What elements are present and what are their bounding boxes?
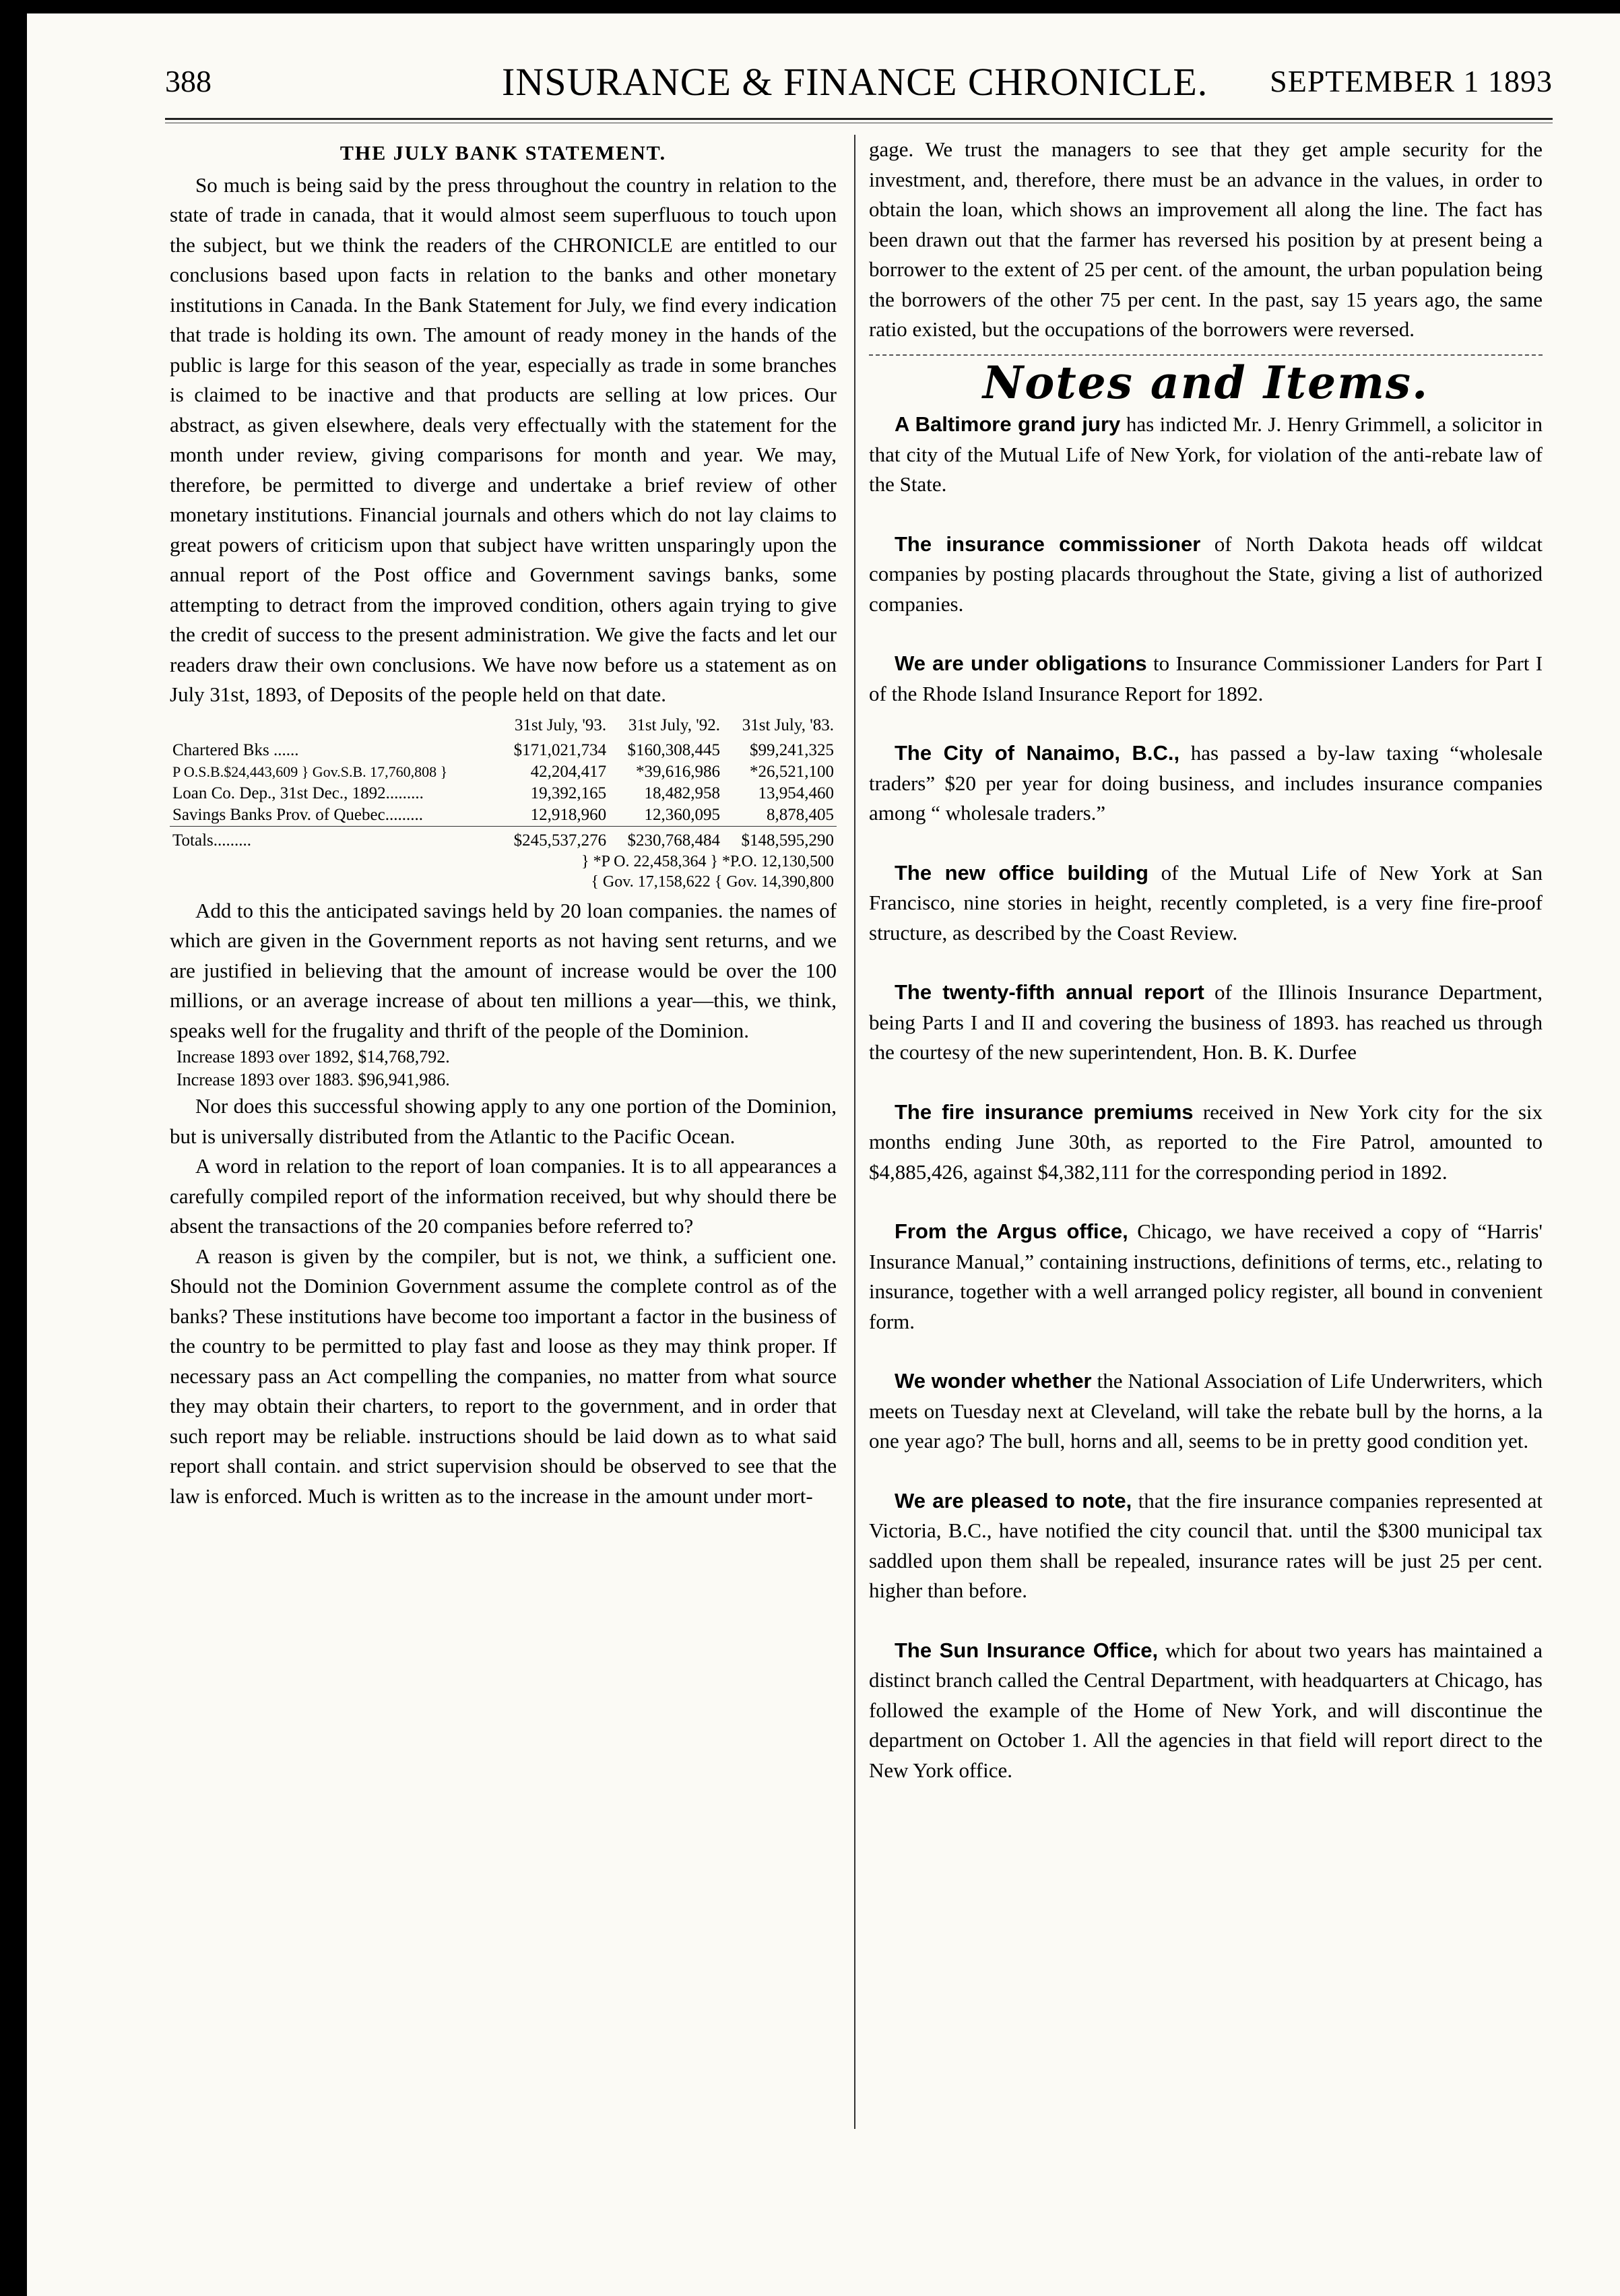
table-header: 31st July, '93.: [514, 715, 607, 734]
page-header: [165, 59, 1553, 113]
item-lead: The City of Nanaimo, B.C.,: [895, 741, 1180, 765]
news-item: [869, 738, 1543, 829]
cell-value: $148,595,290: [723, 826, 837, 852]
right-column: [869, 135, 1543, 1815]
table-footnote: } *P O. 22,458,364 } *P.O. 12,130,500: [581, 852, 834, 870]
publication-title: INSURANCE & FINANCE CHRONICLE.: [502, 60, 1208, 104]
table-row: [170, 783, 837, 804]
news-item: [869, 1217, 1543, 1337]
deposits-table: [170, 715, 837, 892]
header-rule: [165, 118, 1553, 120]
item-body: of the Mutual Life of New York at San Francisco, nine stories in height, recently completed, is a very fine fire-proof structure, as described by the Coast Review.: [869, 860, 1543, 945]
cell-value: 19,392,165: [530, 784, 607, 802]
column-divider: [854, 135, 855, 2129]
table-footnote-row: [170, 852, 837, 872]
table-row: [170, 804, 837, 827]
news-item: [869, 1097, 1543, 1188]
cell-value: $99,241,325: [750, 740, 834, 759]
section-divider: [869, 354, 1543, 356]
cell-value: $245,537,276: [495, 826, 609, 852]
item-lead: The insurance commissioner: [895, 532, 1201, 556]
increase-line: Increase 1893 over 1892, $14,768,792.: [176, 1047, 450, 1066]
news-item: [869, 1366, 1543, 1457]
article-paragraph-1: So much is being said by the press throughout the country in relation to the state of trade in canada, that it would almost seem superfluous to touch upon the subject, but we think the readers of the CHRONICLE are entitled to our conclusions based upon facts in relation to the banks and other monetary institutions in Canada. In the Bank Statement for July, we find every indication that trade is holding its own. The amount of ready money in the hands of the public is large for this season of the year, especially as trade in some branches is claimed to be inactive and that products are selling at low prices. Our abstract, as given elsewhere, deals very effectually with the statement for the month under review, giving comparisons for month and year. We may, therefore, be permitted to diverge and undertake a brief review of other monetary institutions. Financial journals and others which do not lay claims to great powers of criticism upon that subject have written unsparingly upon the annual report of the Post office and Government savings banks, some attempting to detract from the improved condition, others again trying to give the credit of success to the present administration. We give the facts and let our readers draw their own conclusions. We have now before us a statement as on July 31st, 1893, of Deposits of the people held on that date.: [170, 172, 837, 706]
table-row: [170, 740, 837, 761]
cell-value: 42,204,417: [530, 762, 607, 781]
item-body: the National Association of Life Underwriters, which meets on Tuesday next at Cleveland, will take the rebate bull by the horns, a la one year ago? The bull, horns and all, seems to be in pretty good condition yet.: [869, 1369, 1543, 1453]
table-footnote-row: [170, 872, 837, 892]
increase-figures: [170, 1046, 837, 1091]
cell-value: $160,308,445: [627, 740, 721, 759]
cell-value: *39,616,986: [636, 762, 721, 781]
news-item: [869, 1636, 1543, 1786]
cell-value: *26,521,100: [750, 762, 834, 781]
item-lead: The new office building: [895, 860, 1148, 885]
item-body: Chicago, we have received a copy of “Harris' Insurance Manual,” containing instructions, definitions of terms, etc., relating to insurance, together with a well arranged policy register, all bound in convenient form.: [869, 1219, 1543, 1333]
table-header: 31st July, '83.: [742, 715, 834, 734]
row-label: Totals.........: [170, 826, 495, 852]
cell-value: 8,878,405: [767, 805, 834, 824]
table-footnote: { Gov. 17,158,622 { Gov. 14,390,800: [591, 872, 834, 891]
row-label: Loan Co. Dep., 31st Dec., 1892.........: [172, 784, 424, 802]
item-body: to Insurance Commissioner Landers for Part I of the Rhode Island Insurance Report for 1892.: [869, 651, 1543, 705]
table-header-row: [170, 715, 837, 740]
row-label: Savings Banks Prov. of Quebec.........: [172, 805, 423, 824]
item-lead: We are under obligations: [895, 651, 1147, 675]
cell-value: 12,918,960: [530, 805, 607, 824]
item-lead: The Sun Insurance Office,: [895, 1638, 1159, 1662]
row-label: P O.S.B.$24,443,609 } Gov.S.B. 17,760,808 }: [172, 763, 448, 780]
item-body: has indicted Mr. J. Henry Grimmell, a solicitor in that city of the Mutual Life of New York, for violation of the anti-rebate law of the State.: [869, 412, 1543, 496]
article-paragraph-3: Nor does this successful showing apply to any one portion of the Dominion, but is universally distributed from the Atlantic to the Pacific Ocean.: [170, 1094, 837, 1148]
item-body: received in New York city for the six months ending June 30th, as reported to the Fire Patrol, amounted to $4,885,426, against $4,382,111 for the corresponding period in 1892.: [869, 1099, 1543, 1184]
cell-value: 18,482,958: [644, 784, 721, 802]
table-total-row: [170, 826, 837, 852]
row-label: Chartered Bks ......: [172, 740, 299, 759]
item-lead: A Baltimore grand jury: [895, 412, 1121, 436]
item-body: has passed a by-law taxing “wholesale traders” $20 per year for doing business, and includes insurance companies among “ wholesale traders.”: [869, 741, 1543, 825]
item-lead: We are pleased to note,: [895, 1488, 1132, 1512]
article-headline: THE JULY BANK STATEMENT.: [339, 142, 667, 164]
table-row: [170, 761, 837, 783]
item-lead: The fire insurance premiums: [895, 1099, 1194, 1124]
cell-value: 13,954,460: [758, 784, 834, 802]
news-item: [869, 978, 1543, 1068]
item-body: of North Dakota heads off wildcat companies by posting placards throughout the State, giving a list of authorized companies.: [869, 532, 1543, 616]
news-item: [869, 410, 1543, 500]
item-body: that the fire insurance companies represented at Victoria, B.C., have notified the city council that. until the $300 municipal tax saddled upon them shall be repealed, insurance rates will be just 25 per cent. higher than before.: [869, 1488, 1543, 1602]
cell-value: 12,360,095: [644, 805, 721, 824]
notes-section-title: Notes and Items.: [982, 356, 1429, 409]
article-paragraph-continued: gage. We trust the managers to see that they get ample security for the investment, and, therefore, there must be an advance in the values, in order to obtain the loan, which shows an improvement all along the line. The fact has been drawn out that the farmer has reversed his position by at present being a borrower to the extent of 25 per cent. of the amount, the urban population being the borrowers of the other 75 per cent. In the past, say 15 years ago, the same ratio existed, but the occupations of the borrowers were reversed.: [869, 137, 1543, 341]
page-number: 388: [165, 64, 212, 98]
news-item: [869, 858, 1543, 949]
news-item: [869, 1486, 1543, 1606]
increase-line: Increase 1893 over 1883. $96,941,986.: [176, 1070, 450, 1089]
cell-value: $171,021,734: [513, 740, 607, 759]
news-item: [869, 530, 1543, 620]
article-paragraph-2: Add to this the anticipated savings held by 20 loan companies. the names of which are given in the Government reports as not having sent returns, and we are justified in believing that the amount of increase would be over the 100 millions, or an average increase of about ten millions a year—this, we think, speaks well for the frugality and thrift of the people of the Dominion.: [170, 898, 837, 1042]
item-lead: The twenty-fifth annual report: [895, 980, 1204, 1004]
article-paragraph-5: A reason is given by the compiler, but is not, we think, a sufficient one. Should not the Dominion Government assume the complete control as of the banks? These institutions have become too important a factor in the business of the country to be permitted to play fast and loose as they may think proper. If necessary pass an Act compelling the companies, no matter from what source they may obtain their charters, to report to the government, and in order that such report may be reliable. instructions should be laid down as to what said report shall contain. and strict supervision should be observed to see that the law is enforced. Much is written as to the increase in the amount under mort-: [170, 1244, 837, 1508]
table-header: 31st July, '92.: [628, 715, 721, 734]
issue-date: SEPTEMBER 1 1893: [1270, 64, 1553, 98]
news-item: [869, 649, 1543, 709]
item-body: which for about two years has maintained a distinct branch called the Central Department, with headquarters at Chicago, has followed the example of the Home of New York, and will discontinue the department on October 1. All the agencies in that field will report direct to the New York office.: [869, 1638, 1543, 1782]
item-lead: We wonder whether: [895, 1369, 1092, 1393]
cell-value: $230,768,484: [609, 826, 723, 852]
table-header: [170, 715, 495, 740]
item-lead: From the Argus office,: [895, 1219, 1128, 1243]
article-paragraph-4: A word in relation to the report of loan companies. It is to all appearances a carefully compiled report of the information received, but why should there be absent the transactions of the 20 companies before referred to?: [170, 1154, 837, 1238]
item-body: of the Illinois Insurance Department, being Parts I and II and covering the business of 1893. has reached us through the courtesy of the new superintendent, Hon. B. K. Durfee: [869, 980, 1543, 1064]
left-column: [170, 135, 837, 1511]
